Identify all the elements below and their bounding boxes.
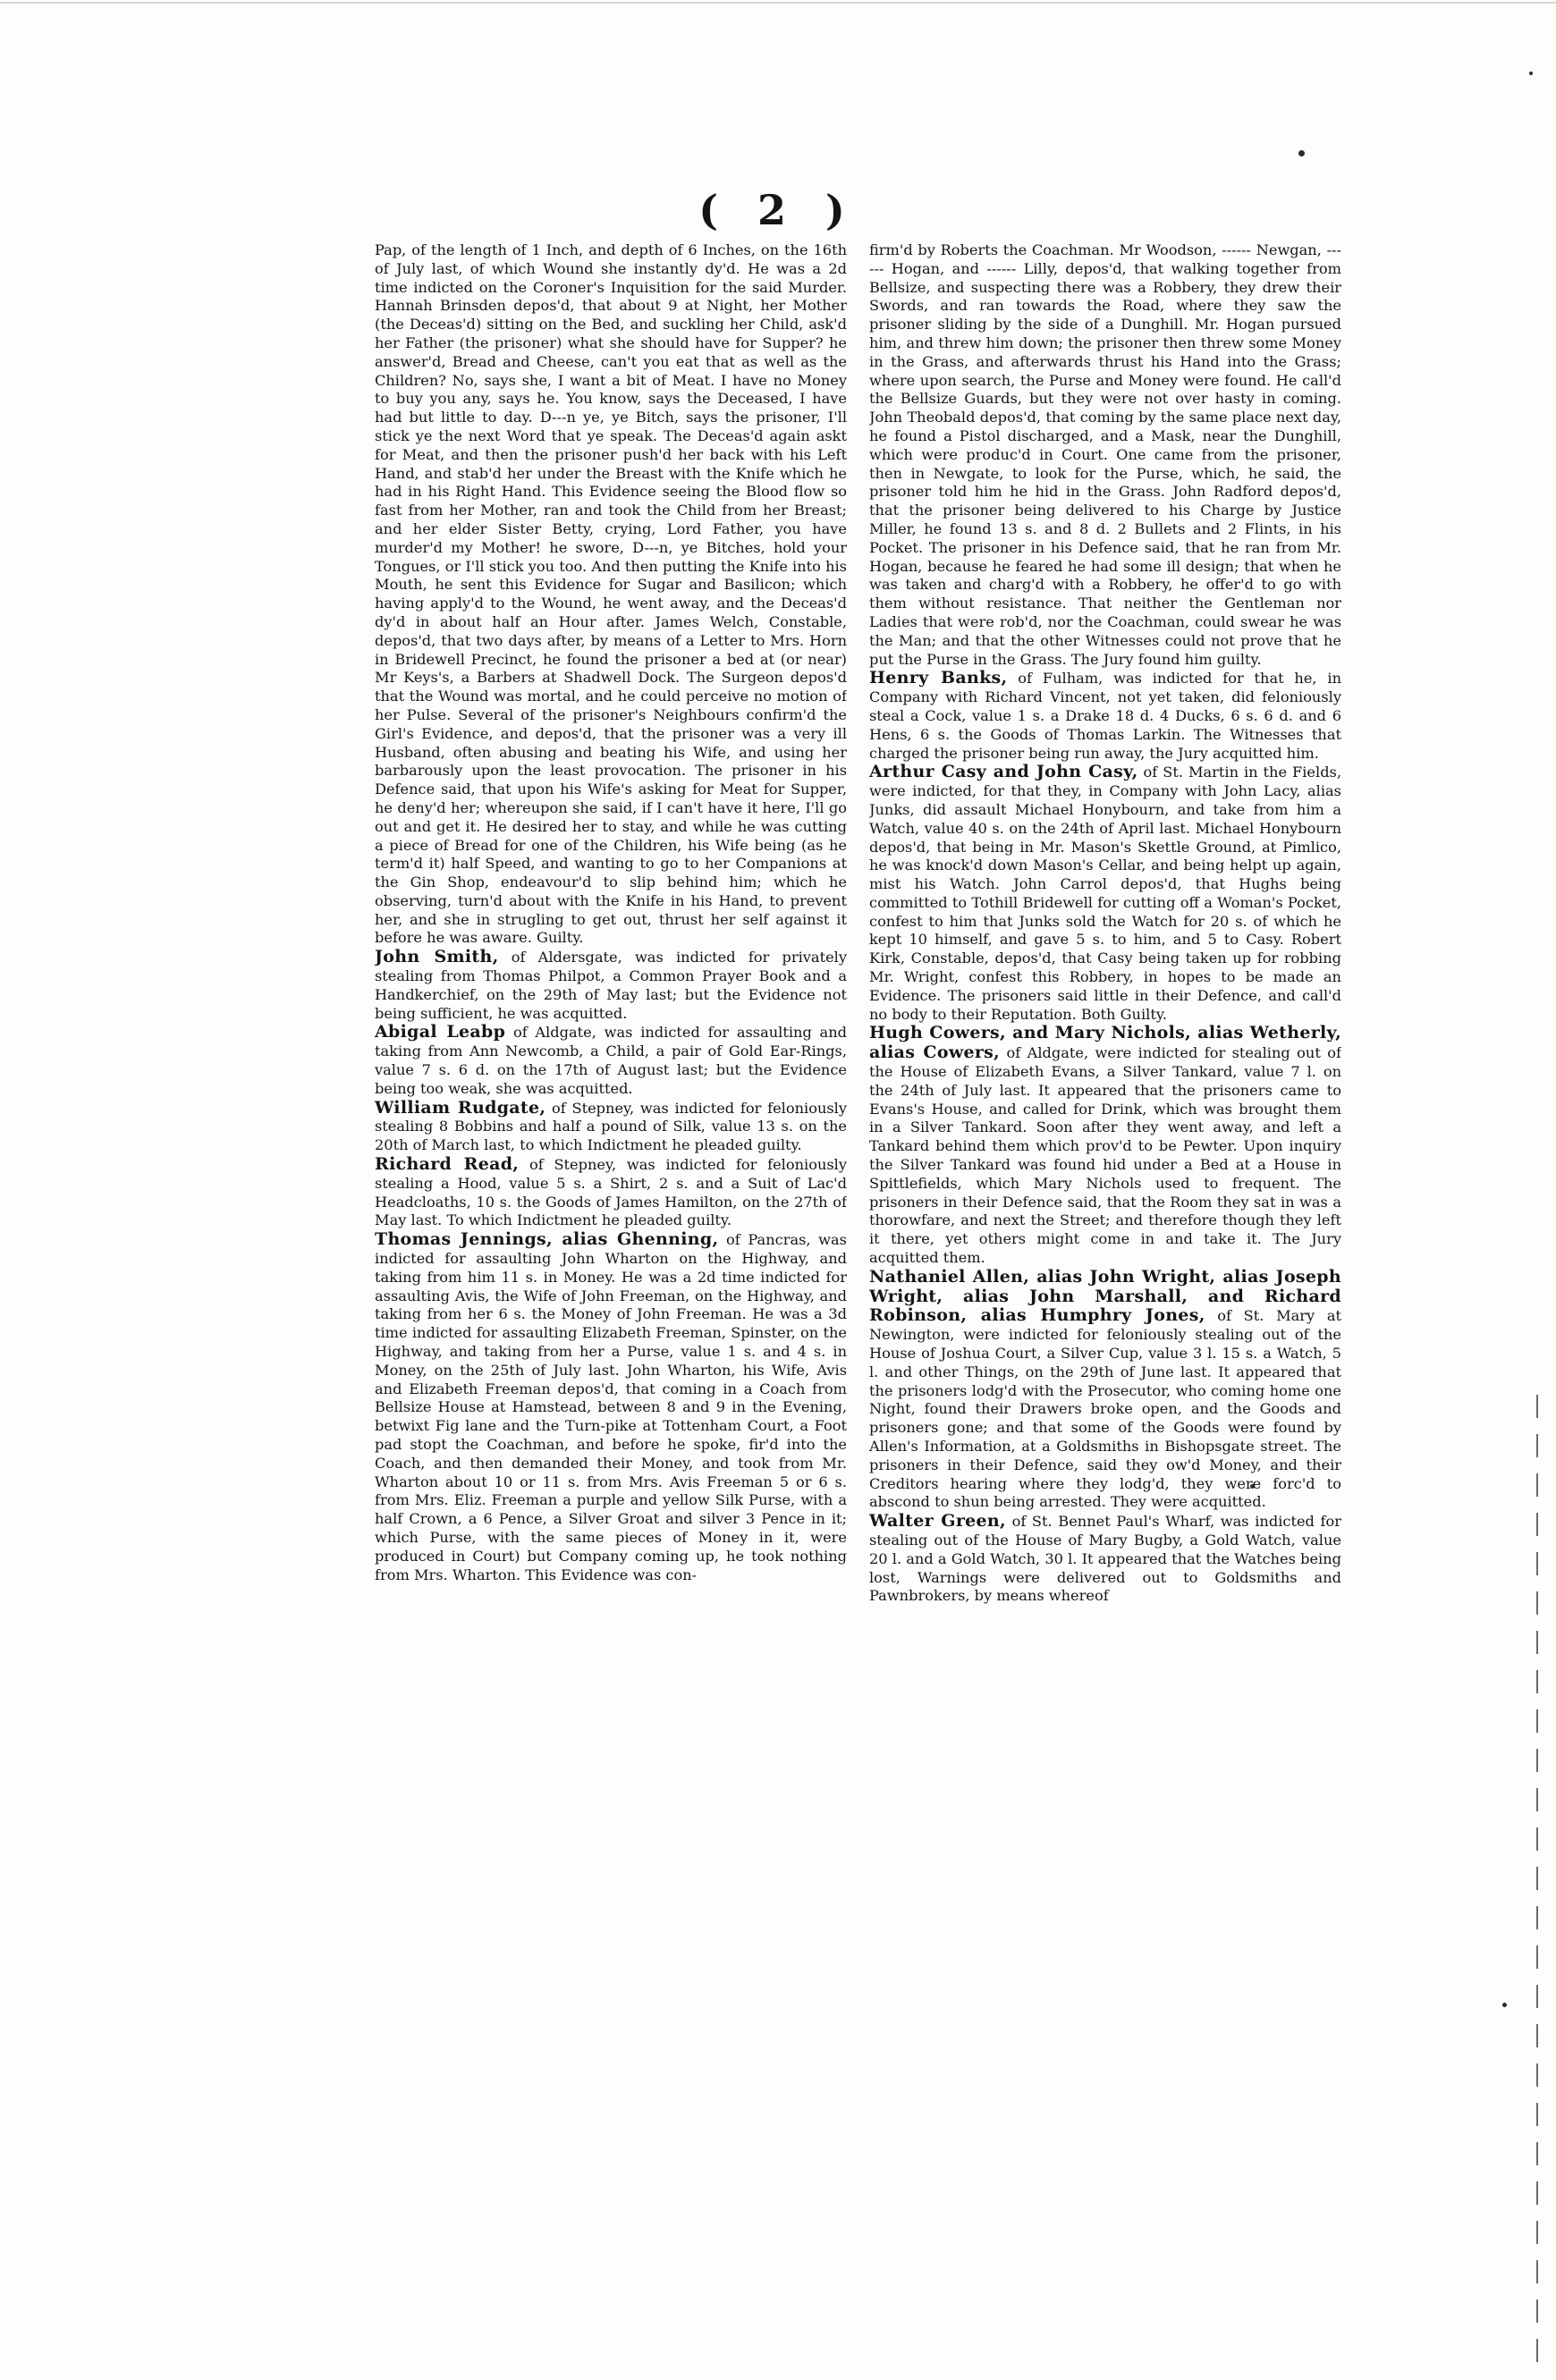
defendant-name: Nathaniel Allen, alias John Wright, alias Joseph Wright, alias John Marshall, and Richard Robinson, alias Humphry Jones,	[869, 1266, 1341, 1326]
entry-text: of St. Martin in the Fields, were indicted, for that they, in Company with John Lacy, alias Junks, did assault Michael Honybourn, and take from him a Watch, value 40 s. on the 24th of April last. Michael Honybourn depos'd, that being in Mr. Mason's Skettle Ground, at Pimlico, he was knock'd down Mason's Cellar, and being helpt up again, mist his Watch. John Carrol depos'd, that Hughs being committed to Tothill Bridewell for cutting off a Woman's Pocket, confest to him that Junks sold the Watch for 20 s. of which he kept 10 himself, and gave 5 s. to him, and 5 to Casy. Robert Kirk, Constable, depos'd, that Casy being taken up for robbing Mr. Wright, confest this Robbery, in hopes to be made an Evidence. The prisoners said little in their Defence, and call'd no body to their Reputation. Both Guilty.	[869, 764, 1341, 1023]
right-column	[869, 241, 1341, 2298]
ink-speck	[1298, 150, 1305, 156]
right-margin-rule	[1536, 1395, 1538, 2378]
trial-entry	[375, 1023, 847, 1098]
ink-speck	[1529, 72, 1533, 75]
trial-entry	[869, 1512, 1341, 1606]
entry-text: of Pancras, was indicted for assaulting John Wharton on the Highway, and taking from him 11 s. in Money. He was a 2d time indicted for assaulting Avis, the Wife of John Freeman, on the Highway, and taking from her 6 s. the Money of John Freeman. He was a 3d time indicted for assaulting Elizabeth Freeman, Spinster, on the Highway, and taking from her a Purse, value 1 s. and 4 s. in Money, on the 25th of July last. John Wharton, his Wife, Avis and Elizabeth Freeman depos'd, that coming in a Coach from Bellsize House at Hamstead, between 8 and 9 in the Evening, betwixt Fig lane and the Turn-pike at Tottenham Court, a Foot pad stopt the Coachman, and before he spoke, fir'd into the Coach, and then demanded their Money, and took from Mr. Wharton about 10 or 11 s. from Mrs. Avis Freeman 5 or 6 s. from Mrs. Eliz. Freeman a purple and yellow Silk Purse, with a half Crown, a 6 Pence, a Silver Groat and silver 3 Pence in it; which Purse, with the same pieces of Money in it, were produced in Court) but Company coming up, he took nothing from Mrs. Wharton. This Evidence was con-	[375, 1231, 847, 1583]
trial-entry	[375, 948, 847, 1023]
trial-entry	[375, 1155, 847, 1230]
defendant-name: Henry Banks,	[869, 668, 1008, 688]
ink-speck	[1502, 2003, 1507, 2007]
trial-entry	[375, 1230, 847, 1584]
defendant-name: William Rudgate,	[375, 1097, 546, 1118]
defendant-name: Walter Green,	[869, 1511, 1006, 1532]
defendant-name: Abigal Leabp	[375, 1022, 506, 1042]
defendant-name: John Smith,	[375, 947, 499, 967]
entry-text: of Aldgate, were indicted for stealing out of the House of Elizabeth Evans, a Silver Tankard, value 7 l. on the 24th of July last. It appeared that the prisoners came to Evans's House, and called for Drink, which was brought them in a Silver Tankard. Soon after they went away, and left a Tankard behind them which prov'd to be Pewter. Upon inquiry the Silver Tankard was found hid under a Bed at a House in Spittlefields, which Mary Nichols used to frequent. The prisoners in their Defence said, that the Room they sat in was a thorowfare, and next the Street; and therefore though they left it there, yet others might come in and take it. The Jury acquitted them.	[869, 1044, 1341, 1267]
top-edge-shadow	[0, 2, 1556, 4]
defendant-name: Hugh Cowers, and Mary Nichols, alias Wetherly, alias Cowers,	[869, 1023, 1341, 1063]
defendant-name: Richard Read,	[375, 1154, 520, 1175]
trial-continuation-text: Pap, of the length of 1 Inch, and depth of 6 Inches, on the 16th of July last, of which Wound she instantly dy'd. He was a 2d time indicted on the Coroner's Inquisition for the said Murder. Hannah Brinsden depos'd, that about 9 at Night, her Mother (the Deceas'd) sitting on the Bed, and suckling her Child, ask'd her Father (the prisoner) what she should have for Supper? he answer'd, Bread and Cheese, can't you eat that as well as the Children? No, says she, I want a bit of Meat. I have no Money to buy you any, says he. You know, says the Deceased, I have had but little to day. D---n ye, ye Bitch, says the prisoner, I'll stick ye the next Word that ye speak. The Deceas'd again askt for Meat, and then the prisoner push'd her back with his Left Hand, and stab'd her under the Breast with the Knife which he had in his Right Hand. This Evidence seeing the Blood flow so fast from her Mother, ran and took the Child from her Breast; and her elder Sister Betty, crying, Lord Father, you have murder'd my Mother! he swore, D---n, ye Bitches, hold your Tongues, or I'll stick you too. And then putting the Knife into his Mouth, he sent this Evidence for Sugar and Basilicon; which having apply'd to the Wound, he went away, and the Deceas'd dy'd in about half an Hour after. James Welch, Constable, depos'd, that two days after, by means of a Letter to Mrs. Horn in Bridewell Precinct, he found the prisoner a bed at (or near) Mr Keys's, a Barbers at Shadwell Dock. The Surgeon depos'd that the Wound was mortal, and he could perceive no motion of her Pulse. Several of the prisoner's Neighbours confirm'd the Girl's Evidence, and depos'd, that the prisoner was a very ill Husband, often abusing and beating his Wife, and using her barbarously upon the least provocation. The prisoner in his Defence said, that upon his Wife's asking for Meat for Supper, he deny'd her; whereupon she said, if I can't have it here, I'll go out and get it. He desired her to stay, and while he was cutting a piece of Bread for one of the Children, his Wife being (as he term'd it) half Speed, and wanting to go to her Companions at the Gin Shop, endeavour'd to slip behind him; which he observing, turn'd about with the Knife in his Hand, to prevent her, and she in strugling to get out, thrust her self against it before he was aware. Guilty.	[375, 241, 847, 947]
trial-continuation-text: firm'd by Roberts the Coachman. Mr Woodson, ------ Newgan, ------ Hogan, and ------ Lilly, depos'd, that walking together from Bellsize, and suspecting there was a Robbery, they drew their Swords, and ran towards the Road, where they saw the prisoner sliding by the side of a Dunghill. Mr. Hogan pursued him, and threw him down; the prisoner then threw some Money in the Grass, and afterwards thrust his Hand into the Grass; where upon search, the Purse and Money were found. He call'd the Bellsize Guards, but they were not over hasty in coming. John Theobald depos'd, that coming by the same place next day, he found a Pistol discharged, and a Mask, near the Dunghill, which were produc'd in Court. One came from the prisoner, then in Newgate, to look for the Purse, which, he said, the prisoner told him he hid in the Grass. John Radford depos'd, that the prisoner being delivered to his Charge by Justice Miller, he found 13 s. and 8 d. 2 Bullets and 2 Flints, in his Pocket. The prisoner in his Defence said, that he ran from Mr. Hogan, because he feared he had some ill design; that when he was taken and charg'd with a Robbery, he offer'd to go with them without resistance. That neither the Gentleman nor Ladies that were rob'd, nor the Coachman, could swear he was the Man; and that the other Witnesses could not prove that he put the Purse in the Grass. The Jury found him guilty.	[869, 241, 1341, 668]
trial-entry	[869, 1024, 1341, 1267]
entry-text: of Fulham, was indicted for that he, in Company with Richard Vincent, not yet taken, did feloniously steal a Cock, value 1 s. a Drake 18 d. 4 Ducks, 6 s. 6 d. and 6 Hens, 6 s. the Goods of Thomas Larkin. The Witnesses that charged the prisoner being run away, the Jury acquitted him.	[869, 670, 1341, 762]
trial-entry	[375, 1099, 847, 1155]
trial-entry	[869, 763, 1341, 1024]
trial-entry	[869, 1268, 1341, 1512]
entry-text: of Stepney, was indicted for feloniously stealing a Hood, value 5 s. a Shirt, 2 s. and a Suit of Lac'd Headcloaths, 10 s. the Goods of James Hamilton, on the 27th of May last. To which Indictment he pleaded guilty.	[375, 1156, 847, 1229]
defendant-name: Arthur Casy and John Casy,	[869, 762, 1138, 782]
entry-text: of Stepney, was indicted for feloniously stealing 8 Bobbins and half a pound of Silk, value 13 s. on the 20th of March last, to which Indictment he pleaded guilty.	[375, 1099, 847, 1154]
entry-text: of Aldersgate, was indicted for privately stealing from Thomas Philpot, a Common Prayer Book and a Handkerchief, on the 29th of May last; but the Evidence not being sufficient, he was acquitted.	[375, 949, 847, 1022]
left-column	[375, 241, 847, 2298]
defendant-name: Thomas Jennings, alias Ghenning,	[375, 1229, 719, 1250]
entry-text: of St. Bennet Paul's Wharf, was indicted for stealing out of the House of Mary Bugby, a Gold Watch, value 20 l. and a Gold Watch, 30 l. It appeared that the Watches being lost, Warnings were delivered out to Goldsmiths and Pawnbrokers, by means whereof	[869, 1513, 1341, 1605]
page-number: ( 2 )	[698, 186, 858, 234]
entry-text: of Aldgate, was indicted for assaulting and taking from Ann Newcomb, a Child, a pair of Gold Ear-Rings, value 7 s. 6 d. on the 17th of August last; but the Evidence being too weak, she was acquitted.	[375, 1024, 847, 1097]
entry-text: of St. Mary at Newington, were indicted for feloniously stealing out of the House of Joshua Court, a Silver Cup, value 3 l. 15 s. a Watch, 5 l. and other Things, on the 29th of June last. It appeared that the prisoners lodg'd with the Prosecutor, who coming home one Night, found their Drawers broke open, and the Goods and prisoners gone; and that some of the Goods were found by Allen's Information, at a Goldsmiths in Bishopsgate street. The prisoners in their Defence, said they ow'd Money, and their Creditors hearing where they lodg'd, they were forc'd to abscond to shun being arrested. They were acquitted.	[869, 1307, 1341, 1511]
trial-entry	[869, 669, 1341, 763]
